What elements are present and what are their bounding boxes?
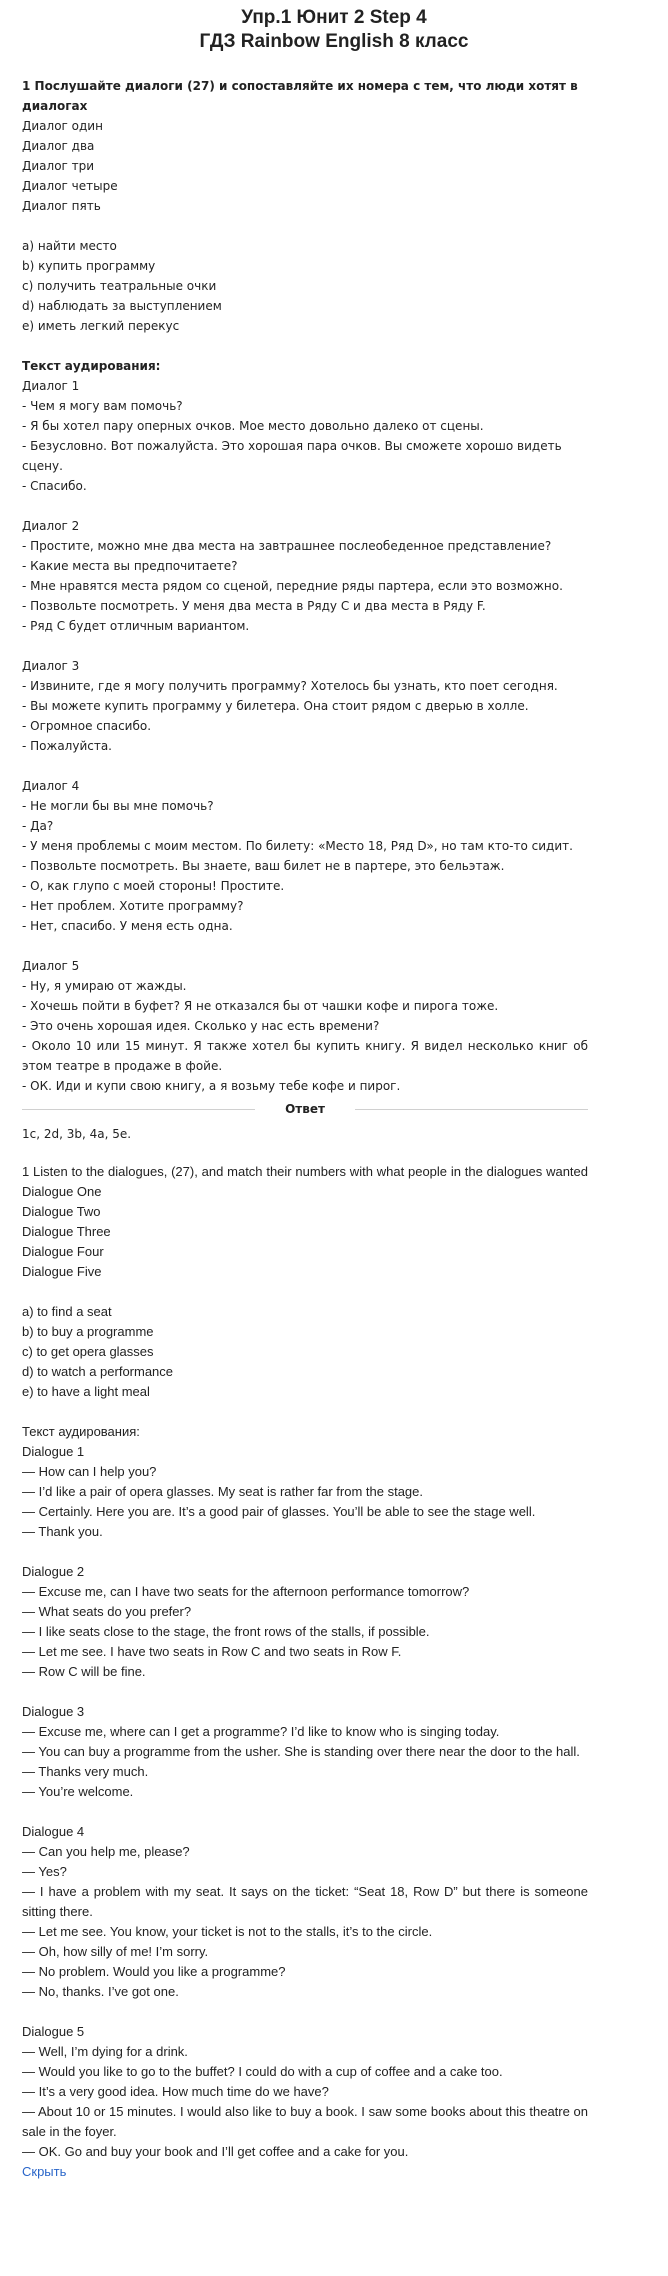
en-dialogue: [22, 1562, 588, 1682]
en-dialogue-line: — How can I help you?: [22, 1464, 157, 1479]
ru-dialogue-line: - Извините, где я могу получить программу? Хотелось бы узнать, кто поет сегодня.: [22, 679, 558, 693]
ru-dialogue-line: - Ну, я умираю от жажды.: [22, 979, 187, 993]
ru-option: c) получить театральные очки: [22, 279, 217, 293]
en-dialogue-line: — About 10 or 15 minutes. I would also like to buy a book. I saw some books about this theatre on sale in the foyer.: [22, 2104, 588, 2139]
ru-dialogue-line: - Мне нравятся места рядом со сценой, передние ряды партера, если это возможно.: [22, 579, 563, 593]
ru-dialogue: [22, 516, 588, 636]
ru-option: b) купить программу: [22, 259, 156, 273]
ru-dialogue: [22, 656, 588, 756]
page-title: [22, 6, 588, 54]
en-task: 1 Listen to the dialogues, (27), and match their numbers with what people in the dialogues wanted Dialogue One: [22, 1164, 588, 1199]
en-option: b) to buy a programme: [22, 1324, 154, 1339]
en-dialogue-line: — Oh, how silly of me! I’m sorry.: [22, 1944, 209, 1959]
en-dialogue-line: — Would you like to go to the buffet? I could do with a cup of coffee and a cake too.: [22, 2064, 503, 2079]
en-dialogue-title: Dialogue 2: [22, 1564, 85, 1579]
en-dialogue-title: Dialogue 3: [22, 1704, 85, 1719]
ru-option: a) найти место: [22, 239, 117, 253]
ru-dialog-list-item: Диалог четыре: [22, 179, 118, 193]
en-dialogue-line: — You can buy a programme from the usher. She is standing over there near the door to the hall.: [22, 1744, 580, 1759]
answer-divider: [22, 1102, 588, 1116]
en-dialog-list-item: Dialogue Three: [22, 1224, 111, 1239]
title-line-1: Упр.1 Юнит 2 Step 4: [241, 7, 427, 28]
en-dialogue-line: — Let me see. You know, your ticket is not to the stalls, it’s to the circle.: [22, 1924, 433, 1939]
ru-dialogue-line: - Простите, можно мне два места на завтрашнее послеобеденное представление?: [22, 539, 552, 553]
en-transcript-heading: Текст аудирования:: [22, 1424, 140, 1439]
en-dialogue-line: — No, thanks. I’ve got one.: [22, 1984, 179, 1999]
en-dialogue-line: — Let me see. I have two seats in Row C and two seats in Row F.: [22, 1644, 402, 1659]
ru-dialog-list-item: Диалог один: [22, 119, 103, 133]
ru-dialogue-title: Диалог 1: [22, 379, 80, 393]
russian-section: [22, 76, 588, 1096]
ru-dialogue-line: - Хочешь пойти в буфет? Я не отказался бы от чашки кофе и пирога тоже.: [22, 999, 499, 1013]
en-dialogue-line: — I like seats close to the stage, the front rows of the stalls, if possible.: [22, 1624, 430, 1639]
ru-dialogue-line: - Какие места вы предпочитаете?: [22, 559, 238, 573]
ru-dialogue-title: Диалог 4: [22, 779, 80, 793]
en-dialogue-line: — Yes?: [22, 1864, 67, 1879]
ru-dialogue-line: - Около 10 или 15 минут. Я также хотел бы купить книгу. Я видел несколько книг об этом театре в продаже в фойе.: [22, 1039, 588, 1073]
ru-dialogue-line: - Не могли бы вы мне помочь?: [22, 799, 214, 813]
en-dialogue-line: — Well, I’m dying for a drink.: [22, 2044, 188, 2059]
en-option: a) to find a seat: [22, 1304, 112, 1319]
en-option: c) to get opera glasses: [22, 1344, 154, 1359]
ru-dialogue-line: - Это очень хорошая идея. Сколько у нас есть времени?: [22, 1019, 380, 1033]
en-dialogue-line: — Excuse me, can I have two seats for the afternoon performance tomorrow?: [22, 1584, 470, 1599]
ru-dialogue-line: - Вы можете купить программу у билетера. Она стоит рядом с дверью в холле.: [22, 699, 529, 713]
page: [0, 6, 668, 2182]
en-dialogue-line: — No problem. Would you like a programme?: [22, 1964, 286, 1979]
ru-dialogue-line: - У меня проблемы с моим местом. По билету: «Место 18, Ряд D», но там кто-то сидит.: [22, 839, 573, 853]
en-dialogue-line: — It’s a very good idea. How much time do we have?: [22, 2084, 329, 2099]
en-dialogue-line: — Thank you.: [22, 1524, 103, 1539]
en-dialogue: [22, 1442, 588, 1542]
en-dialogue-line: — Thanks very much.: [22, 1764, 149, 1779]
en-dialog-list-item: Dialogue Four: [22, 1244, 104, 1259]
ru-dialog-list-item: Диалог пять: [22, 199, 101, 213]
english-section: [22, 1162, 588, 2162]
en-dialogue-line: — Certainly. Here you are. It’s a good pair of glasses. You’ll be able to see the stage well.: [22, 1504, 536, 1519]
ru-dialogue-line: - Позвольте посмотреть. Вы знаете, ваш билет не в партере, это бельэтаж.: [22, 859, 505, 873]
ru-dialog-list-item: Диалог три: [22, 159, 95, 173]
en-dialog-list-item: Dialogue Two: [22, 1204, 101, 1219]
ru-dialog-list-item: Диалог два: [22, 139, 95, 153]
en-dialogue: [22, 2022, 588, 2162]
en-dialogue: [22, 1822, 588, 2002]
en-dialogue-title: Dialogue 5: [22, 2024, 85, 2039]
en-option: d) to watch a performance: [22, 1364, 174, 1379]
ru-dialogue-line: - Огромное спасибо.: [22, 719, 152, 733]
ru-option: e) иметь легкий перекус: [22, 319, 180, 333]
ru-dialogue-line: - Пожалуйста.: [22, 739, 112, 753]
ru-dialogue-line: - Спасибо.: [22, 479, 87, 493]
ru-dialogue-line: - О, как глупо с моей стороны! Простите.: [22, 879, 285, 893]
ru-dialogue: [22, 376, 588, 496]
hide-link[interactable]: Скрыть: [22, 2164, 67, 2179]
en-dialogue-title: Dialogue 1: [22, 1444, 85, 1459]
en-dialog-list-item: Dialogue Five: [22, 1264, 102, 1279]
en-dialogue-line: — You’re welcome.: [22, 1784, 134, 1799]
ru-dialogue-title: Диалог 5: [22, 959, 80, 973]
ru-dialogue-line: - Безусловно. Вот пожалуйста. Это хорошая пара очков. Вы сможете хорошо видеть сцену.: [22, 439, 562, 473]
ru-dialogue-line: - ОК. Иди и купи свою книгу, а я возьму тебе кофе и пирог.: [22, 1079, 401, 1093]
ru-dialogue-line: - Нет, спасибо. У меня есть одна.: [22, 919, 233, 933]
answer-label: Ответ: [285, 1102, 325, 1116]
ru-task: 1 Послушайте диалоги (27) и сопоставляйте их номера с тем, что люди хотят в диалогах: [22, 79, 578, 113]
ru-option: d) наблюдать за выступлением: [22, 299, 222, 313]
ru-transcript-heading: Текст аудирования:: [22, 359, 161, 373]
ru-dialogue: [22, 776, 588, 936]
en-dialogue-line: — Row C will be fine.: [22, 1664, 146, 1679]
en-dialogue-line: — I’d like a pair of opera glasses. My seat is rather far from the stage.: [22, 1484, 424, 1499]
en-dialogue-line: — Can you help me, please?: [22, 1844, 190, 1859]
en-dialogue-line: — What seats do you prefer?: [22, 1604, 192, 1619]
ru-dialogue-line: - Нет проблем. Хотите программу?: [22, 899, 244, 913]
en-dialogue-line: — OK. Go and buy your book and I’ll get coffee and a cake for you.: [22, 2144, 409, 2159]
en-dialogue-line: — Excuse me, where can I get a programme? I’d like to know who is singing today.: [22, 1724, 500, 1739]
ru-dialogue-line: - Да?: [22, 819, 54, 833]
en-dialogue-line: — I have a problem with my seat. It says on the ticket: “Seat 18, Row D” but there is someone sitting there.: [22, 1884, 588, 1919]
en-dialogue: [22, 1702, 588, 1802]
ru-dialogue-line: - Я бы хотел пару оперных очков. Мое место довольно далеко от сцены.: [22, 419, 484, 433]
ru-dialogue-line: - Позвольте посмотреть. У меня два места в Ряду С и два места в Ряду F.: [22, 599, 486, 613]
ru-dialogue: [22, 956, 588, 1096]
en-dialogue-title: Dialogue 4: [22, 1824, 85, 1839]
en-option: e) to have a light meal: [22, 1384, 150, 1399]
ru-dialogue-title: Диалог 3: [22, 659, 80, 673]
answer-text: 1c, 2d, 3b, 4a, 5e.: [22, 1127, 132, 1141]
ru-dialogue-title: Диалог 2: [22, 519, 80, 533]
title-line-2: ГДЗ Rainbow English 8 класс: [199, 31, 469, 52]
ru-dialogue-line: - Ряд С будет отличным вариантом.: [22, 619, 250, 633]
ru-dialogue-line: - Чем я могу вам помочь?: [22, 399, 183, 413]
